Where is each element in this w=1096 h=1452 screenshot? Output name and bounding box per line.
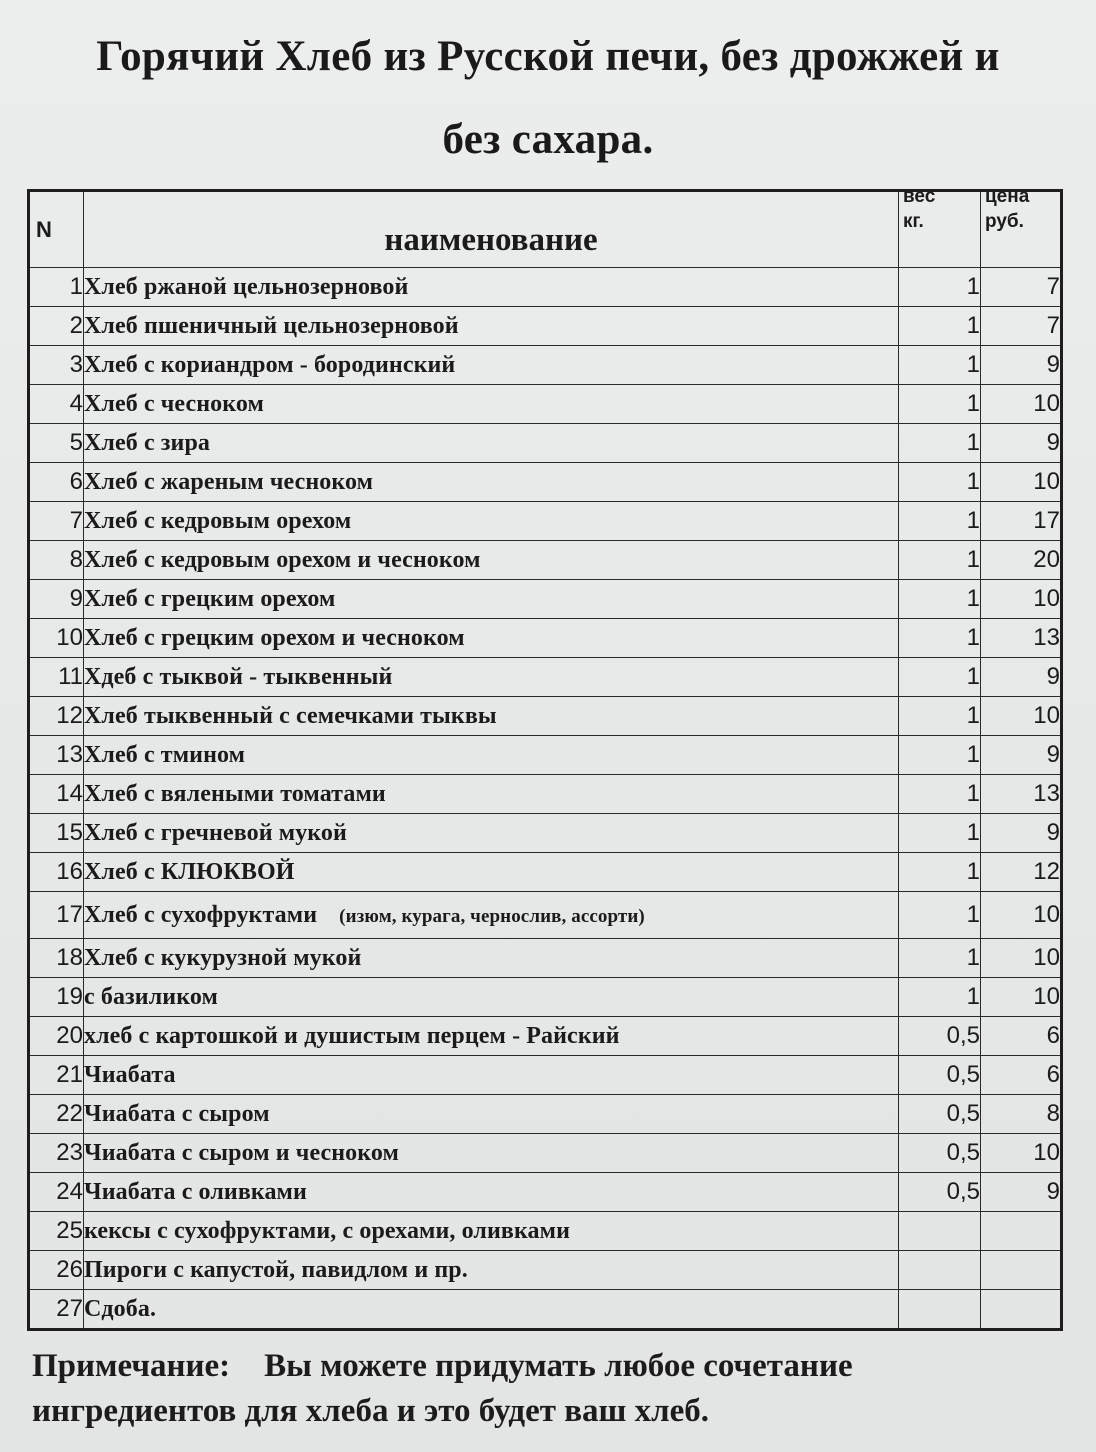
row-weight: 1	[899, 892, 981, 939]
row-name-text: Хлеб с кориандром - бородинский	[84, 351, 456, 378]
row-name	[84, 814, 899, 853]
row-weight: 1	[899, 268, 981, 307]
table-row	[29, 424, 1062, 463]
row-name	[84, 1212, 899, 1251]
table-row	[29, 307, 1062, 346]
row-price: 7	[981, 268, 1062, 307]
row-name	[84, 939, 899, 978]
row-name	[84, 463, 899, 502]
row-number: 25	[29, 1212, 84, 1251]
row-name	[84, 1173, 899, 1212]
row-number: 18	[29, 939, 84, 978]
page-title-line-2: без сахара.	[442, 116, 654, 163]
row-name-text: Хлеб с грецким орехом	[84, 585, 336, 612]
header-price-top: цена	[985, 190, 1030, 207]
row-name-text: Хлеб с кедровым орехом и чесноком	[84, 546, 481, 573]
row-name-text: Чиабата	[84, 1061, 176, 1088]
table-row	[29, 853, 1062, 892]
header-number: N	[29, 191, 84, 268]
row-price: 6	[981, 1017, 1062, 1056]
footnote-text-1: Вы можете придумать любое сочетание	[264, 1348, 853, 1384]
table-row	[29, 658, 1062, 697]
row-name	[84, 978, 899, 1017]
table-row	[29, 619, 1062, 658]
row-name-text: Хлеб пшеничный цельнозерновой	[84, 312, 459, 339]
row-name	[84, 736, 899, 775]
row-name	[84, 697, 899, 736]
row-price: 10	[981, 463, 1062, 502]
row-weight: 1	[899, 775, 981, 814]
row-price: 17	[981, 502, 1062, 541]
row-price: 9	[981, 736, 1062, 775]
row-weight: 1	[899, 939, 981, 978]
row-name-text: Хдеб с тыквой - тыквенный	[84, 663, 393, 690]
row-name	[84, 541, 899, 580]
row-number: 12	[29, 697, 84, 736]
table-row	[29, 1290, 1062, 1330]
row-price: 10	[981, 939, 1062, 978]
table-row	[29, 1251, 1062, 1290]
table-row	[29, 1212, 1062, 1251]
row-number: 19	[29, 978, 84, 1017]
row-name-text: Сдоба.	[84, 1295, 157, 1322]
table-row	[29, 697, 1062, 736]
row-name-note: (изюм, курага, чернослив, ассорти)	[339, 905, 645, 927]
table-row	[29, 346, 1062, 385]
row-price: 9	[981, 424, 1062, 463]
row-weight: 1	[899, 463, 981, 502]
header-price-bottom: руб.	[985, 211, 1024, 232]
row-price: 20	[981, 541, 1062, 580]
row-name	[84, 1056, 899, 1095]
row-weight: 1	[899, 853, 981, 892]
row-name-text: Чиабата с оливками	[84, 1178, 307, 1205]
row-weight: 1	[899, 424, 981, 463]
row-number: 2	[29, 307, 84, 346]
row-name	[84, 268, 899, 307]
row-price: 9	[981, 346, 1062, 385]
table-row	[29, 736, 1062, 775]
row-name	[84, 1251, 899, 1290]
row-number: 13	[29, 736, 84, 775]
table-row	[29, 502, 1062, 541]
row-weight	[899, 1290, 981, 1330]
row-price: 9	[981, 814, 1062, 853]
table-row	[29, 978, 1062, 1017]
row-name-text: Хлеб с тмином	[84, 741, 246, 768]
row-name	[84, 424, 899, 463]
price-table	[27, 189, 1063, 1331]
row-name-text: Хлеб с кедровым орехом	[84, 507, 352, 534]
row-number: 22	[29, 1095, 84, 1134]
row-name-text: хлеб с картошкой и душистым перцем - Райский	[84, 1022, 620, 1049]
row-weight: 1	[899, 541, 981, 580]
table-row	[29, 580, 1062, 619]
row-weight: 0,5	[899, 1017, 981, 1056]
row-name	[84, 1134, 899, 1173]
header-weight-bottom: кг.	[903, 211, 924, 232]
row-price: 13	[981, 775, 1062, 814]
row-weight: 1	[899, 814, 981, 853]
row-name	[84, 619, 899, 658]
row-price: 10	[981, 385, 1062, 424]
row-name-text: Хлеб ржаной цельнозерновой	[84, 273, 409, 300]
row-name-text: Хлеб с грецким орехом и чесноком	[84, 624, 465, 651]
row-number: 17	[29, 892, 84, 939]
table-row	[29, 268, 1062, 307]
row-number: 14	[29, 775, 84, 814]
row-price	[981, 1251, 1062, 1290]
row-name	[84, 853, 899, 892]
row-number: 16	[29, 853, 84, 892]
row-number: 8	[29, 541, 84, 580]
table-row	[29, 1056, 1062, 1095]
row-weight: 1	[899, 307, 981, 346]
row-weight: 0,5	[899, 1095, 981, 1134]
row-name-text: Чиабата с сыром и чесноком	[84, 1139, 399, 1166]
row-name-text: Чиабата с сыром	[84, 1100, 270, 1127]
row-weight: 1	[899, 619, 981, 658]
row-weight: 1	[899, 346, 981, 385]
table-row	[29, 1017, 1062, 1056]
header-price	[981, 191, 1062, 268]
row-price: 8	[981, 1095, 1062, 1134]
header-weight-top: вес	[903, 190, 936, 207]
row-number: 26	[29, 1251, 84, 1290]
header-weight	[899, 191, 981, 268]
row-number: 11	[29, 658, 84, 697]
row-name-text: Хлеб тыквенный с семечками тыквы	[84, 702, 497, 729]
table-row	[29, 1095, 1062, 1134]
page-title-line-1: Горячий Хлеб из Русской печи, без дрожжей и	[96, 33, 1000, 80]
footnote-line-1	[32, 1348, 1072, 1385]
row-price: 13	[981, 619, 1062, 658]
row-weight: 0,5	[899, 1134, 981, 1173]
footnote-label: Примечание:	[32, 1348, 231, 1384]
row-number: 5	[29, 424, 84, 463]
table-row	[29, 385, 1062, 424]
table-row	[29, 463, 1062, 502]
row-number: 15	[29, 814, 84, 853]
row-number: 9	[29, 580, 84, 619]
table-row	[29, 1134, 1062, 1173]
row-weight: 1	[899, 502, 981, 541]
row-number: 1	[29, 268, 84, 307]
table-row	[29, 939, 1062, 978]
row-weight: 0,5	[899, 1056, 981, 1095]
row-name	[84, 1017, 899, 1056]
row-weight: 1	[899, 385, 981, 424]
table-row	[29, 892, 1062, 939]
row-name	[84, 502, 899, 541]
row-price: 10	[981, 978, 1062, 1017]
row-price: 10	[981, 1134, 1062, 1173]
row-weight	[899, 1251, 981, 1290]
row-number: 10	[29, 619, 84, 658]
row-name	[84, 580, 899, 619]
row-number: 24	[29, 1173, 84, 1212]
row-price: 12	[981, 853, 1062, 892]
footnote-line-2: ингредиентов для хлеба и это будет ваш хлеб.	[32, 1393, 710, 1429]
row-weight: 1	[899, 580, 981, 619]
row-name	[84, 385, 899, 424]
row-name-text: Хлеб с чесноком	[84, 390, 264, 417]
row-price: 7	[981, 307, 1062, 346]
row-number: 6	[29, 463, 84, 502]
row-weight: 1	[899, 658, 981, 697]
table-row	[29, 1173, 1062, 1212]
row-number: 23	[29, 1134, 84, 1173]
row-name-text: Хлеб с жареным чесноком	[84, 468, 374, 495]
row-price: 10	[981, 697, 1062, 736]
row-name-text: Хлеб с вялеными томатами	[84, 780, 386, 807]
table-header-row	[29, 191, 1062, 268]
row-price: 10	[981, 892, 1062, 939]
row-name	[84, 775, 899, 814]
row-name-text: Хлеб с КЛЮКВОЙ	[84, 858, 295, 885]
row-name-text: Хлеб с зира	[84, 429, 211, 456]
table-row	[29, 814, 1062, 853]
row-price: 9	[981, 658, 1062, 697]
row-weight: 1	[899, 978, 981, 1017]
row-weight	[899, 1212, 981, 1251]
row-price: 9	[981, 1173, 1062, 1212]
row-price: 6	[981, 1056, 1062, 1095]
table-row	[29, 541, 1062, 580]
row-price	[981, 1290, 1062, 1330]
row-name-text: кексы с сухофруктами, с орехами, оливками	[84, 1217, 571, 1244]
row-name-text: с базиликом	[84, 983, 218, 1010]
row-price	[981, 1212, 1062, 1251]
row-number: 21	[29, 1056, 84, 1095]
row-number: 4	[29, 385, 84, 424]
row-number: 27	[29, 1290, 84, 1330]
row-name-text: Пироги с капустой, павидлом и пр.	[84, 1256, 468, 1283]
table-row	[29, 775, 1062, 814]
row-weight: 0,5	[899, 1173, 981, 1212]
row-name-text: Хлеб с кукурузной мукой	[84, 944, 362, 971]
row-number: 7	[29, 502, 84, 541]
row-name	[84, 1290, 899, 1330]
row-weight: 1	[899, 697, 981, 736]
row-weight: 1	[899, 736, 981, 775]
row-name-text: Хлеб с гречневой мукой	[84, 819, 347, 846]
row-price: 10	[981, 580, 1062, 619]
row-name-text: Хлеб с сухофруктами	[84, 901, 318, 928]
row-name	[84, 346, 899, 385]
row-name	[84, 307, 899, 346]
row-number: 20	[29, 1017, 84, 1056]
row-name	[84, 1095, 899, 1134]
header-name: наименование	[84, 191, 899, 268]
row-number: 3	[29, 346, 84, 385]
row-name	[84, 658, 899, 697]
row-name	[84, 892, 899, 939]
